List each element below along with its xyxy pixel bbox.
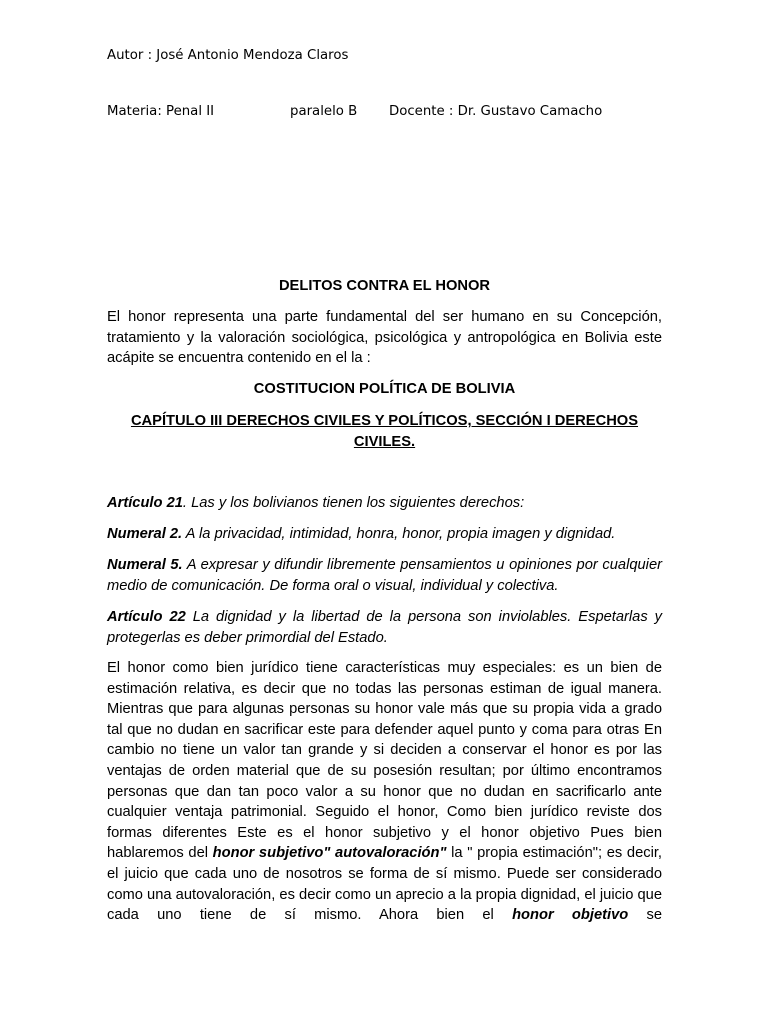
materia-line: Materia: Penal II xyxy=(107,104,215,119)
numeral-5 xyxy=(107,555,662,596)
body-part-1: El honor como bien jurídico tiene características muy especiales: es un bien de estimación relativa, es decir que no todas las personas estiman de igual manera. Mientras que para algunas personas su honor vale más que su propia vida a grado tal que no dudan en sacrificar este para defender aquel punto y coma para otras En cambio no tiene un valor tan grande y si deciden a conservar el honor es por las ventajas de orden material que de su posesión resultan; por último encontramos personas que dan tan poco valor a su honor que no dudan en sacrificarlo ante cualquier ventaja patrimonial. Seguido el honor, Como bien jurídico reviste dos formas diferentes Este es el honor subjetivo y el honor objetivo Pues bien hablaremos del xyxy=(107,660,662,862)
article-22-text: La dignidad y la libertad de la persona son inviolables. Espetarlas y protegerlas es deber primordial del Estado. xyxy=(107,609,662,646)
numeral-2 xyxy=(107,524,662,545)
intro-paragraph: El honor representa una parte fundamental del ser humano en su Concepción, tratamiento y la valoración sociológica, psicológica y antropológica en Bolivia este acápite se encuentra contenido en el la : xyxy=(107,309,662,367)
numeral-2-label: Numeral 2. xyxy=(107,526,183,542)
honor-objetivo-emphasis: honor objetivo xyxy=(512,907,629,924)
chapter-title: CAPÍTULO III DERECHOS CIVILES Y POLÍTICOS, SECCIÓN I DERECHOS CIVILES. xyxy=(130,413,639,450)
body-paragraph xyxy=(107,658,662,926)
docente-line: Docente : Dr. Gustavo Camacho xyxy=(389,104,603,119)
numeral-5-label: Numeral 5. xyxy=(107,557,183,573)
numeral-5-text: A expresar y difundir libremente pensamientos u opiniones por cualquier medio de comunicación. De forma oral o visual, individual y colectiva. xyxy=(107,557,662,594)
body-part-2: la " propia estimación"; es decir, el juicio que cada uno de nosotros se forma de sí mismo. Puede ser considerado como una autovaloración, es decir como un aprecio a la propia dignidad, el juicio que cada uno tiene de sí mismo. Ahora bien el xyxy=(107,845,662,924)
article-22-label: Artículo 22 xyxy=(107,609,186,625)
body-part-3: se xyxy=(628,907,662,924)
article-21 xyxy=(107,493,662,514)
article-21-text: . Las y los bolivianos tienen los siguientes derechos: xyxy=(182,495,525,511)
article-21-label: Artículo 21 xyxy=(107,495,183,511)
paralelo-line: paralelo B xyxy=(290,104,358,119)
author-line: Autor : José Antonio Mendoza Claros xyxy=(107,48,349,63)
numeral-2-text: A la privacidad, intimidad, honra, honor, propia imagen y dignidad. xyxy=(182,526,616,542)
honor-subjetivo-emphasis: honor subjetivo" autovaloración" xyxy=(212,845,447,862)
constitution-title: COSTITUCION POLÍTICA DE BOLIVIA xyxy=(253,381,516,397)
article-22 xyxy=(107,607,662,648)
document-title: DELITOS CONTRA EL HONOR xyxy=(278,278,491,294)
